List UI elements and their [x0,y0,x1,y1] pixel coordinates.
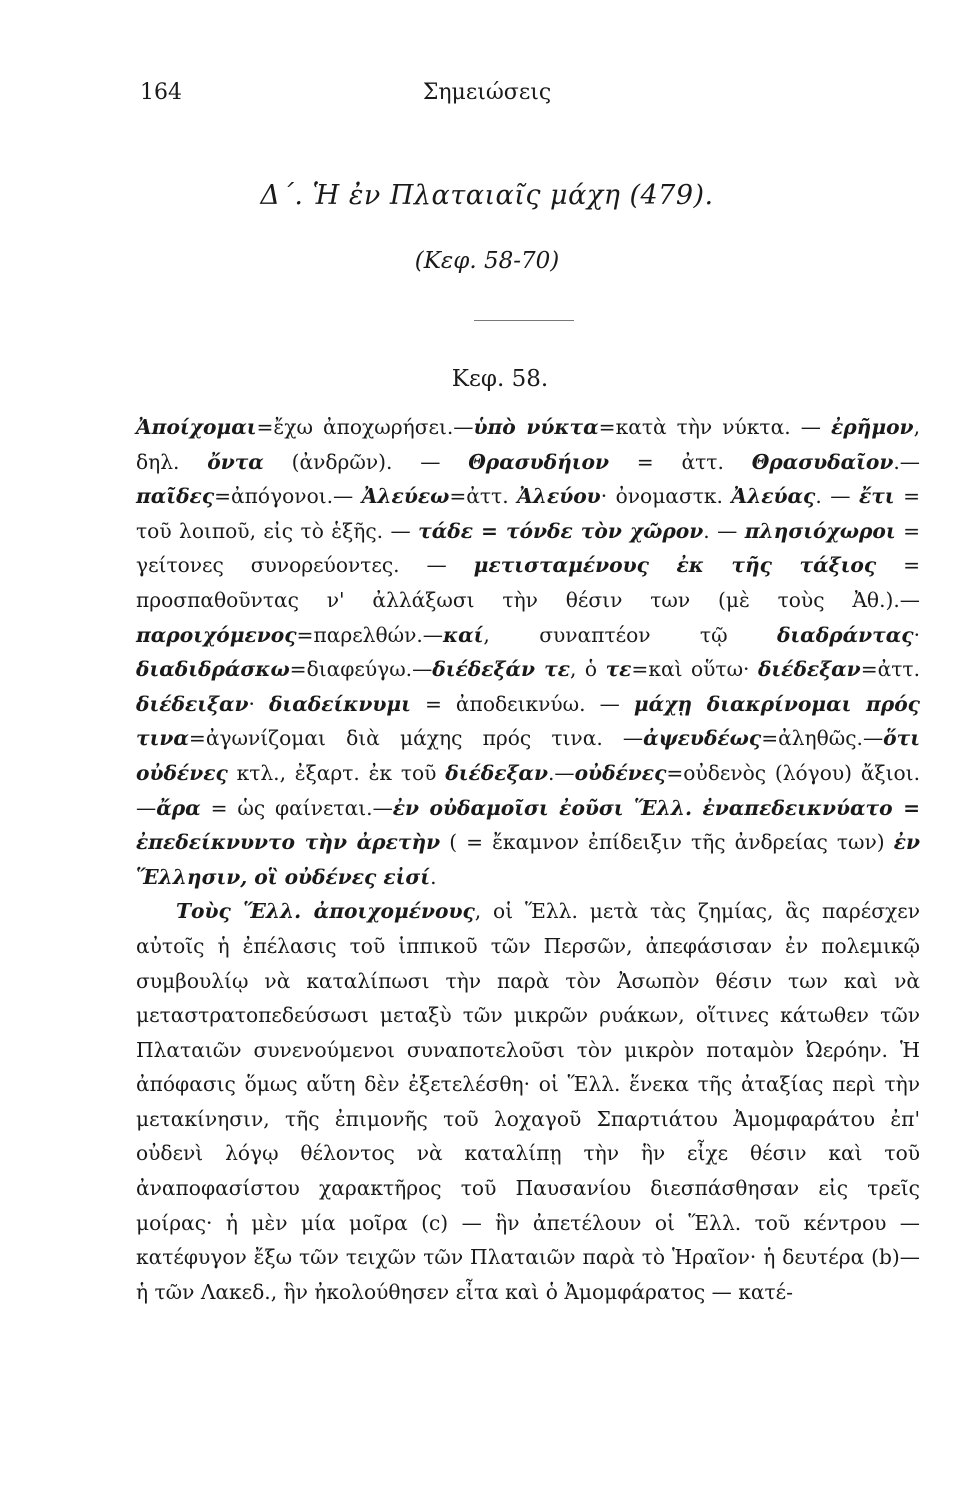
lemma: Ἀποίχομαι [136,415,257,439]
gloss: =καὶ οὕτω· [631,657,758,682]
lemma: ὄντα [207,449,264,474]
gloss: . [430,864,437,889]
gloss: (ἀνδρῶν). — [263,449,469,474]
lemma: ἀψευδέως [643,726,762,751]
gloss: =κατὰ τὴν νύκτα. — [598,415,831,439]
gloss: =παρελθών.— [296,622,443,647]
running-head: Σημειώσεις [422,80,552,105]
gloss: =ἀττ. [860,657,921,682]
notes-body [136,410,920,1309]
page-number: 164 [140,80,182,105]
gloss: · [248,691,269,716]
gloss: · [913,622,920,647]
lemma: οὐδένες [574,760,667,785]
gloss: =ἔχω ἀποχωρήσει.— [256,415,474,439]
note-paragraph-2 [136,894,920,1309]
lemma: μάχῃ διακρίνομαι πρός τινα [136,691,920,751]
lemma: ἔτι [858,484,895,509]
gloss: κτλ., ἐξαρτ. ἐκ τοῦ [227,760,446,785]
lemma: Τοὺς Ἕλλ. ἀποιχομένους [176,899,475,924]
gloss: = ἀποδεικνύω. — [410,691,634,716]
gloss: . — [815,484,859,509]
chapter-heading: Κεφ. 58. [451,366,549,392]
gloss: =διαφεύγω.— [289,657,433,682]
lemma: ἄρα [156,795,201,820]
lemma: μετισταμένους ἐκ τῆς τάξιος [473,553,877,578]
gloss: .— [547,760,575,785]
lemma: διέδεξάν τε [432,657,570,682]
gloss: , δηλ. [136,415,920,474]
lemma: Ἀλεύου [517,484,601,509]
lemma: Ἀλεύεω [361,484,450,509]
gloss: .— [893,449,920,474]
gloss: ( = ἔκαμνον ἐπίδειξιν τῆς ἀνδρείας των) [440,830,894,855]
lemma: καί [442,622,484,647]
gloss: = ἀττ. [609,449,752,474]
lemma: διαδιδράσκω [136,657,290,682]
gloss: . — [703,518,745,543]
lemma: διέδεξαν [445,760,548,785]
lemma: διαδείκνυμι [268,691,411,716]
lemma: ἐν οὐδαμοῖσι ἐοῦσι Ἕλλ. ἐναπεδεικνύατο = ἐπεδείκνυντο τὴν ἀρετὴν [136,795,921,855]
divider [474,320,574,321]
gloss: = ὡς φαίνεται.— [200,795,393,820]
lemma: τάδε = τόνδε τὸν χῶρον [418,518,704,543]
gloss: , οἱ Ἕλλ. μετὰ τὰς ζημίας, ἃς παρέσχεν αὐτοῖς ἡ ἐπέλασις τοῦ ἱππικοῦ τῶν Περσῶν, ἀπεφάσισαν ἐν πολεμικῷ συμβουλίῳ νὰ καταλίπωσι τὴν παρὰ τὸν Ἀσωπὸν θέσιν των καὶ νὰ μεταστρατοπεδεύσωσι μεταξὺ τῶν μικρῶν ρυάκων, οἵτινες κάτωθεν τῶν Πλαταιῶν συνενούμενοι συναποτελοῦσι τὸν μικρὸν ποταμὸν Ὠερόην. Ἡ ἀπόφασις ὅμως αὕτη δὲν ἐξετελέσθη· οἱ Ἕλλ. ἕνεκα τῆς ἀταξίας περὶ τὴν μετακίνησιν, τῆς ἐπιμονῆς τοῦ λοχαγοῦ Σπαρτιάτου Ἀμομφαράτου ἐπ' οὐδενὶ λόγῳ θέλοντος νὰ καταλίπῃ τὴν ἣν εἶχε θέσιν καὶ τοῦ ἀναποφασίστου χαρακτῆρος τοῦ Παυσανίου διεσπάσθησαν εἰς τρεῖς μοίρας· ἡ μὲν μία μοῖρα (c) — ἣν ἀπετέλουν οἱ Ἕλλ. τοῦ κέντρου — κατέφυγον ἔξω τῶν τειχῶν τῶν Πλαταιῶν παρὰ τὸ Ἡραῖον· ἡ δευτέρα (b)—ἡ τῶν Λακεδ., ἣν ἠκολούθησεν εἶτα καὶ ὁ Ἀμομφάρατος — κατέ- [136,899,921,1304]
gloss: =ἀγωνίζομαι διὰ μάχης πρός τινα. — [188,726,644,751]
lemma: Θρασυδαῖον [751,449,894,474]
gloss: , συναπτέον τῷ [483,622,777,647]
lemma: Ἀλεύας [731,484,816,509]
gloss: = προσπαθοῦντας ν' ἀλλάξωσι τὴν θέσιν των (μὲ τοὺς Ἀθ.).— [136,553,920,612]
section-title: Δ΄. Ἡ ἐν Πλαταιαῖς μάχη (479). [260,180,714,211]
chapters-range: (Κεφ. 58-70) [414,248,560,274]
gloss: =ἀττ. [449,484,518,509]
lemma: ὅτι οὐδένες [136,726,920,785]
lemma: διέδειξαν [136,691,249,716]
gloss: = τοῦ λοιποῦ, εἰς τὸ ἑξῆς. — [136,484,920,543]
gloss: · ὀνομαστκ. [600,484,732,509]
lemma: διέδεξαν [757,657,861,682]
gloss: , ὁ [570,657,606,682]
lemma: ἐν Ἕλλησιν, οἳ οὐδένες εἰσί [136,830,920,889]
gloss: =ἀληθῶς.— [761,726,884,751]
lemma: παροιχόμενος [136,622,297,647]
lemma: ὑπὸ νύκτα [473,415,599,439]
lemma: ἐρῆμον [830,415,914,439]
lemma: πλησιόχωροι [744,518,896,543]
note-paragraph-1 [136,410,920,894]
lemma: παῖδες [136,484,215,509]
lemma: τε [605,657,632,682]
gloss: = γείτονες συνορεύοντες. — [136,518,920,578]
gloss: =οὐδενὸς (λόγου) ἄξιοι.— [136,760,920,820]
gloss: =ἀπόγονοι.— [214,484,362,509]
lemma: διαδράντας [776,622,914,647]
lemma: Θρασυδήιον [468,449,610,474]
